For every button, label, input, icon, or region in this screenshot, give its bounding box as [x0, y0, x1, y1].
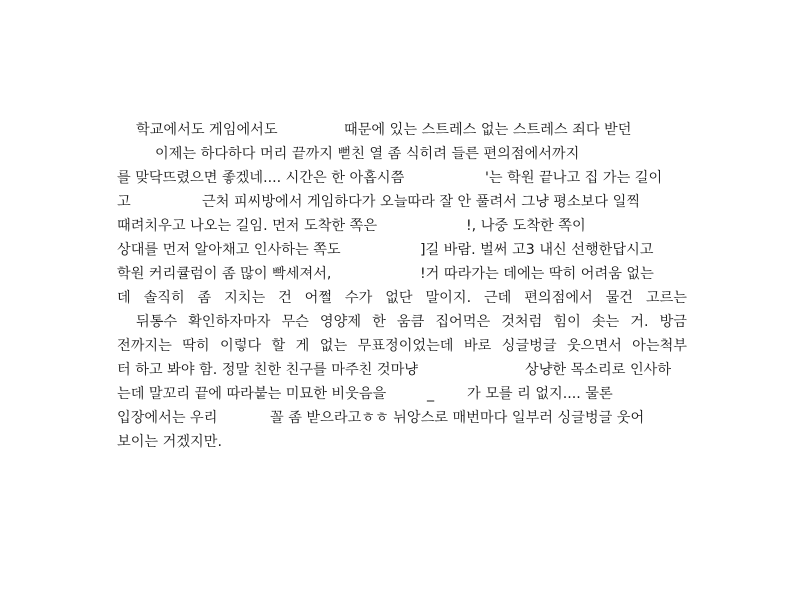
text-line	[117, 190, 687, 214]
text-segment: 꼴 좀 받으라고ㅎㅎ 뉘앙스로 매번마다 일부러 싱글벙글 웃어	[270, 410, 645, 426]
text-segment: 학교에서도 게임에서도	[136, 122, 278, 138]
text-line	[117, 358, 687, 382]
text-segment: '는 학원 끝나고 집 가는 길이	[485, 170, 663, 186]
text-line	[117, 214, 687, 238]
text-line	[117, 238, 687, 262]
text-segment: 가 모를 리 없지.... 물론	[467, 386, 613, 402]
text-segment: ]길 바람. 벌써 고3 내신 선행한답시고	[420, 242, 654, 258]
text-segment: 입장에서는 우리	[117, 410, 218, 426]
text-segment: 상냥한 목소리로 인사하	[525, 362, 672, 378]
text-line	[117, 166, 687, 190]
text-segment: 이제는 하다하다 머리 끝까지 뻗친 열 좀 식히려 들른 편의점에서까지	[155, 146, 580, 162]
text-line: 뒤통수 확인하자마자 무슨 영양제 한 움큼 집어먹은 것처럼 힘이 솟는 거. 방금	[136, 314, 687, 330]
text-line	[117, 142, 687, 166]
text-segment: 근처 피씨방에서 게임하다가 오늘따라 잘 안 풀려서 그냥 평소보다 일찍	[202, 194, 641, 210]
text-line	[117, 406, 687, 430]
text-segment: 를 맞닥뜨렸으면 좋겠네.... 시간은 한 아홉시쯤	[117, 170, 405, 186]
text-line: 전까지는 딱히 이렇다 할 게 없는 무표정이었는데 바로 싱글벙글 웃으면서 아는척부	[117, 338, 687, 354]
text-segment: _	[427, 386, 435, 402]
text-segment: 때려치우고 나오는 길임. 먼저 도착한 쪽은	[117, 218, 378, 234]
text-segment: 학원 커리큘럼이 좀 많이 빡세져서,	[117, 266, 332, 282]
text-segment: 상대를 먼저 알아채고 인사하는 쪽도	[117, 242, 341, 258]
text-line: 데 솔직히 좀 지치는 건 어쩔 수가 없단 말이지. 근데 편의점에서 물건 고르는	[117, 290, 687, 306]
text-line	[117, 262, 687, 286]
text-segment: 때문에 있는 스트레스 없는 스트레스 죄다 받던	[344, 122, 632, 138]
text-line	[117, 382, 687, 406]
text-segment: 보이는 거겠지만.	[117, 434, 222, 450]
text-line	[117, 118, 687, 142]
text-segment: 터 하고 봐야 함. 정말 친한 친구를 마주친 것마냥	[117, 362, 418, 378]
text-segment: !거 따라가는 데에는 딱히 어려움 없는	[420, 266, 654, 282]
text-segment: 고	[117, 194, 131, 210]
text-segment: !, 나중 도착한 쪽이	[466, 218, 586, 234]
text-segment: 는데 말꼬리 끝에 따라붙는 미묘한 비웃음을	[117, 386, 387, 402]
text-line	[117, 430, 687, 454]
